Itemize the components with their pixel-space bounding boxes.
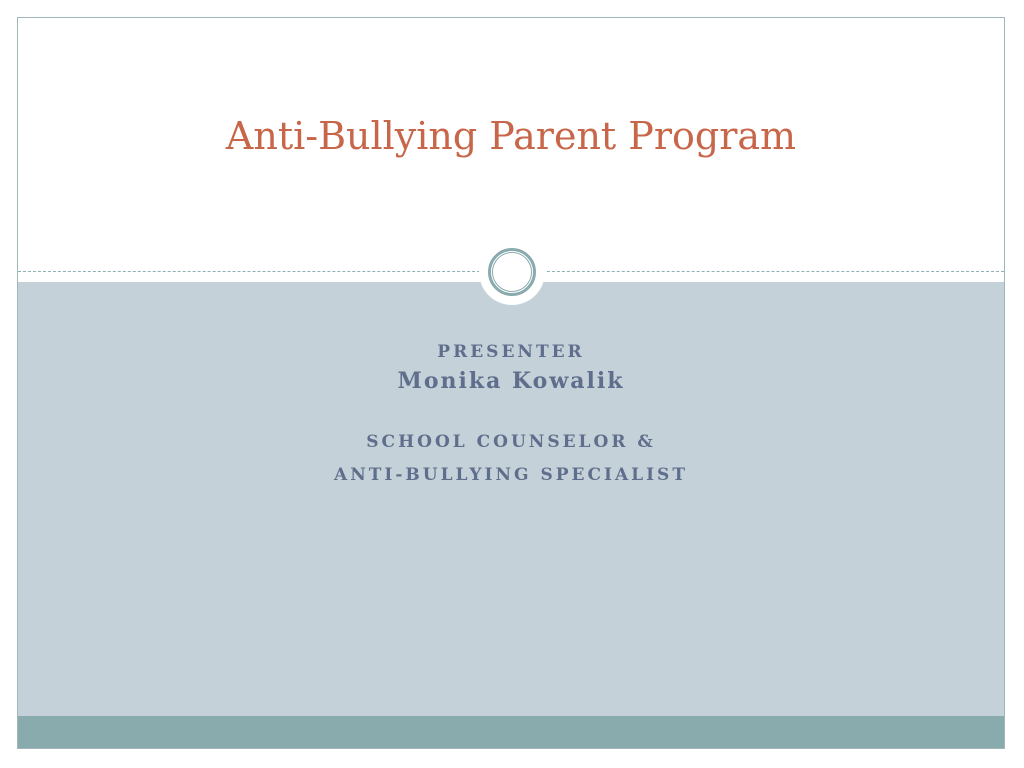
bottom-bar [18,716,1004,749]
double-circle-ornament-icon [479,239,545,305]
presenter-role-line-1: SCHOOL COUNSELOR & [366,432,656,452]
subtitle-spacer [18,398,1004,426]
presenter-name: Monika Kowalik [397,368,625,394]
ornament-inner-ring [492,252,532,292]
slide-title: Anti-Bullying Parent Program [225,114,797,158]
presenter-label: PRESENTER [437,342,585,362]
title-area [18,18,1004,272]
presenter-role-line-2: ANTI-BULLYING SPECIALIST [334,465,688,485]
subtitle-block [18,340,1004,492]
slide [17,17,1005,749]
